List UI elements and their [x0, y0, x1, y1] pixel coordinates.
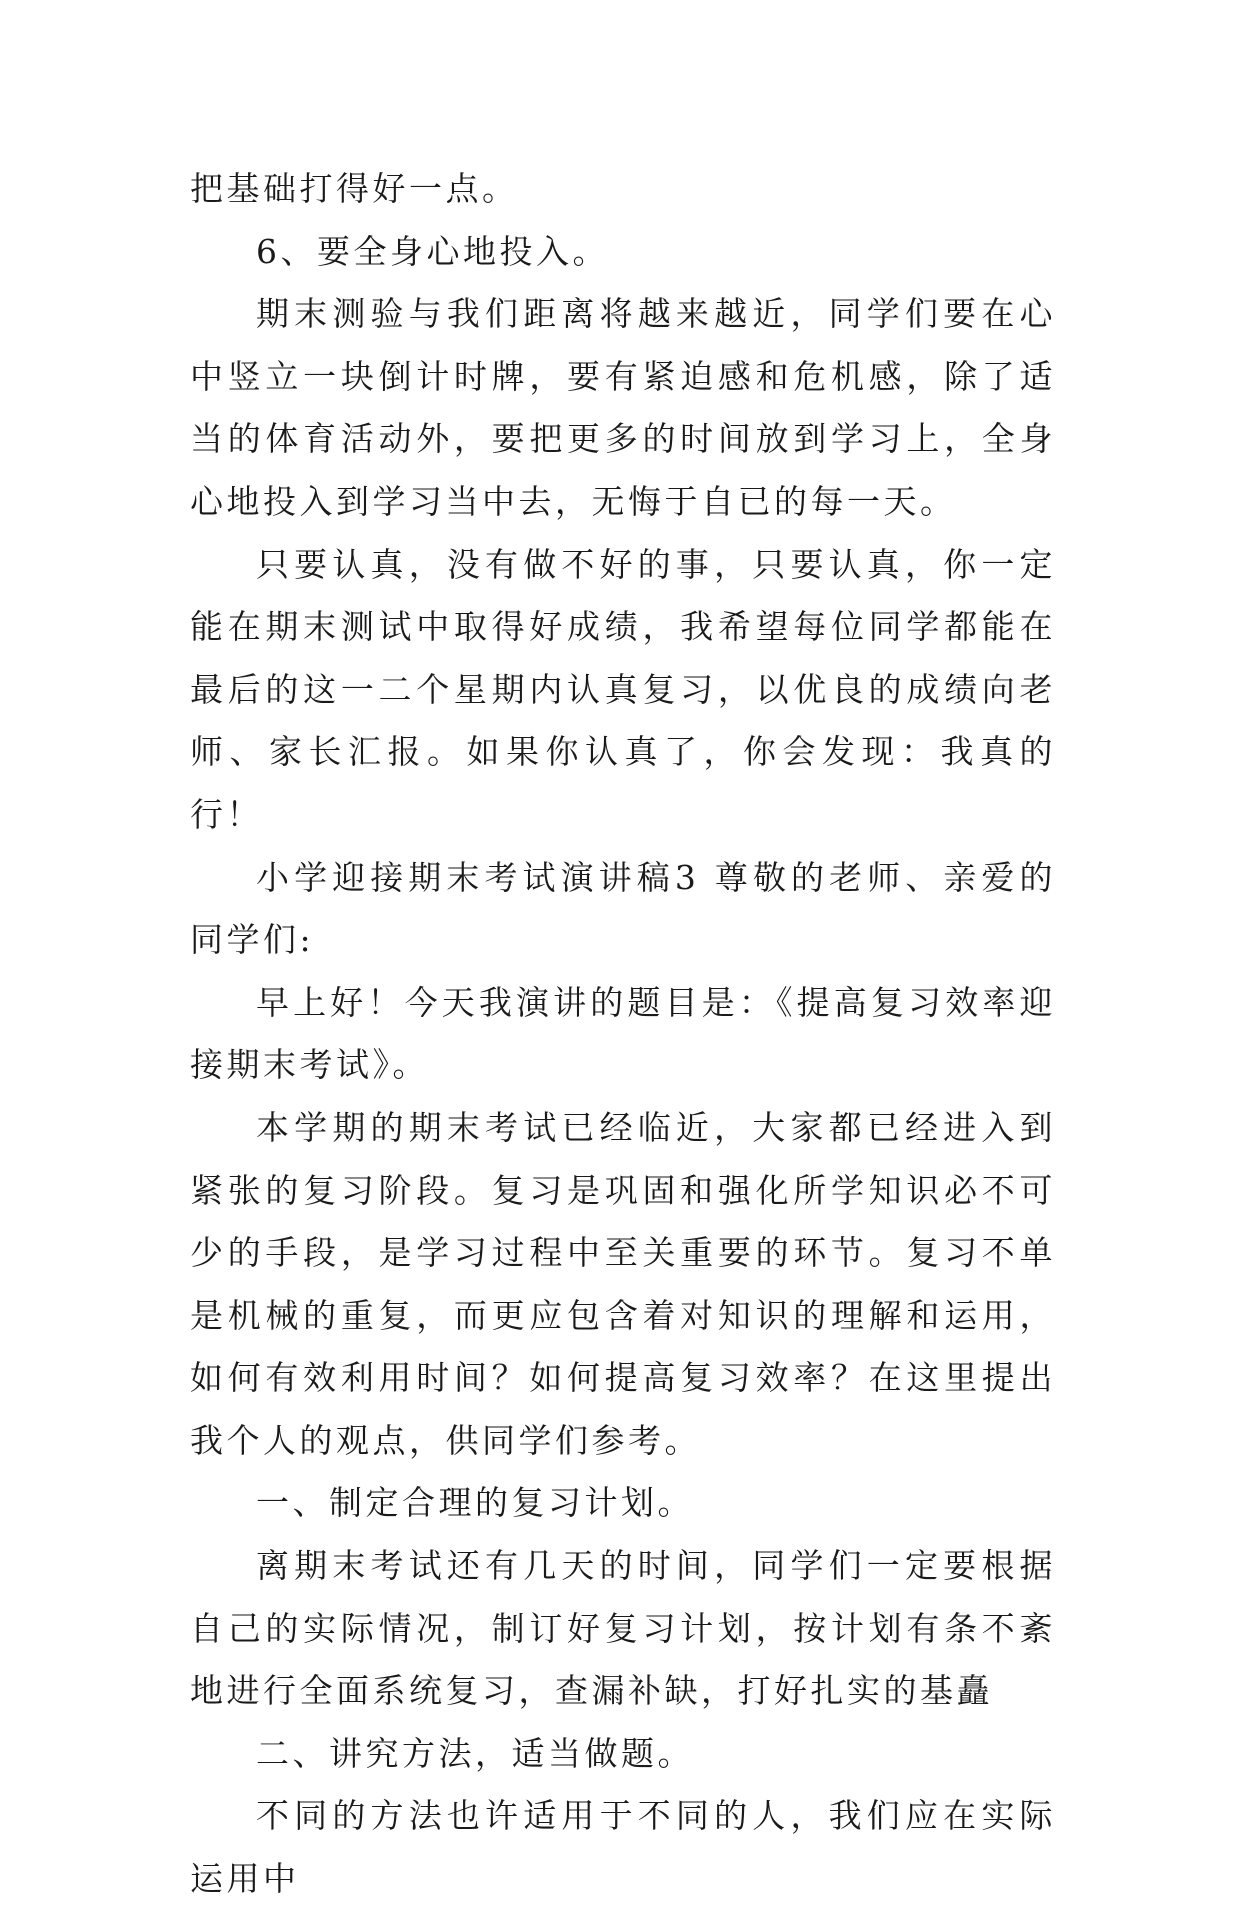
- paragraph: 离期末考试还有几天的时间，同学们一定要根据自己的实际情况，制订好复习计划，按计划有条不紊地进行全面系统复习，查漏补缺，打好扎实的基矗: [190, 1546, 1056, 1711]
- paragraph: 本学期的期末考试已经临近，大家都已经进入到紧张的复习阶段。复习是巩固和强化所学知识必不可少的手段，是学习过程中至关重要的环节。复习不单是机械的重复，而更应包含着对知识的理解和运用，如何有效利用时间？如何提高复习效率？在这里提出我个人的观点，供同学们参考。: [190, 1107, 1056, 1460]
- paragraph: 把基础打得好一点。: [190, 169, 519, 208]
- paragraph: 只要认真，没有做不好的事，只要认真，你一定能在期末测试中取得好成绩，我希望每位同学都能在最后的这一二个星期内认真复习，以优良的成绩向老师、家长汇报。如果你认真了，你会发现：我真的行！: [190, 544, 1056, 834]
- paragraph: 一、制定合理的复习计划。: [256, 1483, 694, 1523]
- body-text: [190, 158, 1056, 1911]
- paragraph: 小学迎接期末考试演讲稿3 尊敬的老师、亲爱的同学们:: [190, 857, 1056, 960]
- paragraph: 6、要全身心地投入。: [256, 231, 609, 271]
- paragraph: 早上好！今天我演讲的题目是：《提高复习效率迎接期末考试》。: [190, 982, 1056, 1085]
- paragraph: 不同的方法也许适用于不同的人，我们应在实际运用中: [190, 1796, 1056, 1899]
- paragraph: 二、讲究方法，适当做题。: [256, 1733, 694, 1773]
- paragraph: 期末测验与我们距离将越来越近，同学们要在心中竖立一块倒计时牌，要有紧迫感和危机感，除了适当的体育活动外，要把更多的时间放到学习上，全身心地投入到学习当中去，无悔于自已的每一天。: [190, 294, 1056, 521]
